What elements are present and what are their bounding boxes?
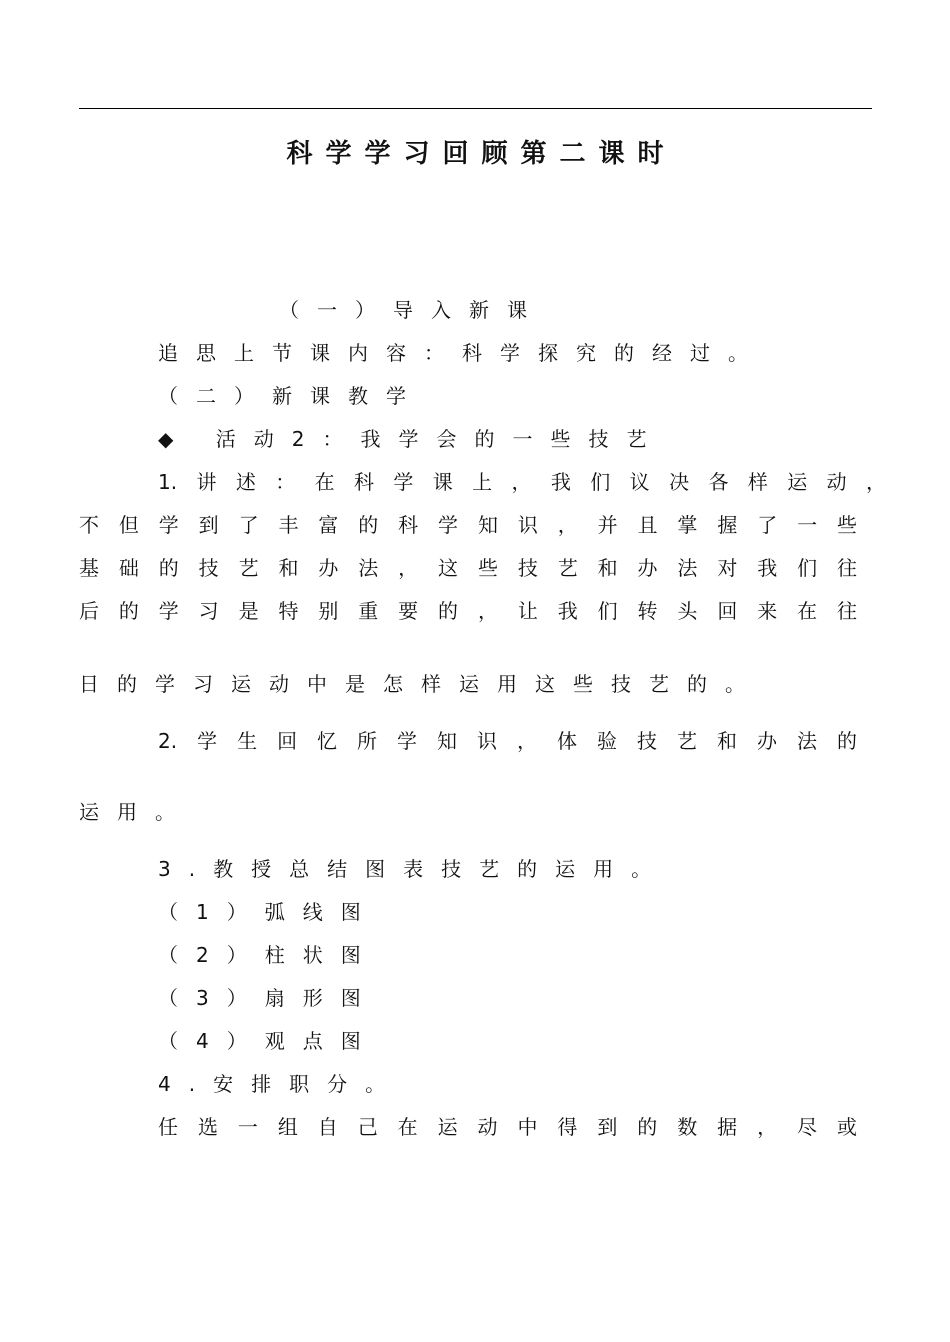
section-heading-intro: （一）导入新课 <box>279 298 545 322</box>
header-rule <box>79 108 872 109</box>
paragraph-line: 日的学习运动中是怎样运用这些技艺的。 <box>79 672 763 696</box>
paragraph-line: 追思上节课内容：科学探究的经过。 <box>158 341 766 365</box>
list-item: （1）弧线图 <box>158 900 379 924</box>
paragraph-line: 任选一组自己在运动中得到的数据，尽或 <box>158 1115 857 1139</box>
paragraph-line: 2.学生回忆所学知识，体验技艺和办法的 <box>158 729 857 753</box>
page-title: 科学学习回顾第二课时 <box>286 139 677 169</box>
task-heading: 4.安排职分。 <box>158 1072 404 1096</box>
list-item: （2）柱状图 <box>158 943 379 967</box>
list-item: （3）扇形图 <box>158 986 379 1010</box>
paragraph-line: 运用。 <box>79 800 193 824</box>
activity-heading: ◆ 活动2：我学会的一些技艺 <box>158 427 665 451</box>
section-heading-teaching: （二）新课教学 <box>158 384 424 408</box>
list-heading: 3.教授总结图表技艺的运用。 <box>158 857 670 881</box>
paragraph-line: 1.讲述：在科学课上，我们议决各样运动， <box>158 470 886 494</box>
paragraph-line: 后的学习是特别重要的，让我们转头回来在往 <box>79 599 857 623</box>
paragraph-line: 不但学到了丰富的科学知识，并且掌握了一些 <box>79 513 857 537</box>
list-item: （4）观点图 <box>158 1029 379 1053</box>
paragraph-line: 基础的技艺和办法，这些技艺和办法对我们往 <box>79 556 857 580</box>
